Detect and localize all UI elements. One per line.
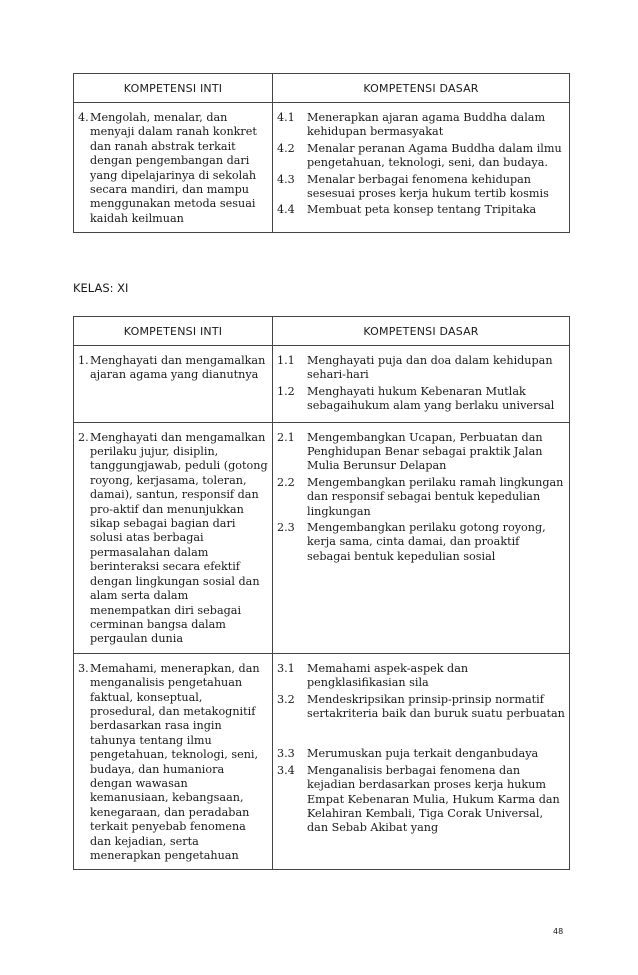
ki-text: Menghayati dan mengamalkan ajaran agama yang dianutnya <box>90 354 266 382</box>
header-kompetensi-dasar: KOMPETENSI DASAR <box>273 74 570 103</box>
kd-item: 3.3 Merumuskan puja terkait denganbudaya <box>277 747 539 761</box>
kd-item: 3.2 Mendeskripsikan prinsip-prinsip normatif sertakriteria baik dan buruk suatu perbuatan <box>277 692 565 720</box>
table-row <box>74 653 570 870</box>
ki-number: 4. <box>78 111 89 124</box>
ki-text: Mengolah, menalar, dan menyaji dalam ranah konkret dan ranah abstrak terkait dengan pengembangan dari yang dipelajarinya di sekolah secara mandiri, dan mampu menggunakan metoda sesuai kaidah keilmuan <box>90 111 257 225</box>
ki-cell <box>74 346 273 423</box>
competency-table-2 <box>73 316 570 870</box>
table-row <box>74 422 570 653</box>
kd-cell <box>273 653 570 870</box>
header-kompetensi-inti: KOMPETENSI INTI <box>74 74 273 103</box>
header-kompetensi-inti: KOMPETENSI INTI <box>74 317 273 346</box>
ki-cell <box>74 103 273 233</box>
kd-item: 1.1 Menghayati puja dan doa dalam kehidupan sehari-hari <box>277 354 553 382</box>
kd-item: 4.3 Menalar berbagai fenomena kehidupan sesesuai proses kerja hukum tertib kosmis <box>277 172 549 201</box>
ki-cell <box>74 422 273 653</box>
ki-number: 3. <box>78 661 89 675</box>
kd-item: 3.4 Menganalisis berbagai fenomena dan kejadian berdasarkan proses kerja hukum Empat Kebenaran Mulia, Hukum Karma dan Kelahiran Kembali, Tiga Corak Universal, dan Sebab Akibat yang <box>277 763 560 835</box>
ki-number: 1. <box>78 354 89 367</box>
kd-cell <box>273 422 570 653</box>
competency-table-1 <box>73 73 570 233</box>
ki-text: Menghayati dan mengamalkan perilaku jujur, disiplin, tanggungjawab, peduli (gotong royong, kerjasama, toleran, damai), santun, responsif dan pro-aktif dan menunjukkan sikap sebagai bagian dari solusi atas berbagai permasalahan dalam berinteraksi secara efektif dengan lingkungan sosial dan alam serta dalam menempatkan diri sebagai cerminan bangsa dalam pergaulan dunia <box>90 430 268 646</box>
table-row <box>74 346 570 423</box>
kd-cell <box>273 103 570 233</box>
kd-item: 4.1 Menerapkan ajaran agama Buddha dalam kehidupan bermasyakat <box>277 111 546 139</box>
header-kompetensi-dasar: KOMPETENSI DASAR <box>273 317 570 346</box>
kelas-label: KELAS: XI <box>73 281 129 295</box>
table-row <box>74 103 570 233</box>
page-number: 48 <box>553 927 564 936</box>
ki-number: 2. <box>78 430 89 444</box>
kd-item: 4.2 Menalar peranan Agama Buddha dalam ilmu pengetahuan, teknologi, seni, dan budaya. <box>277 141 562 170</box>
kd-item: 2.1 Mengembangkan Ucapan, Perbuatan dan Penghidupan Benar sebagai praktik Jalan Mulia Berunsur Delapan <box>277 430 543 473</box>
kd-item: 1.2 Menghayati hukum Kebenaran Mutlak sebagaihukum alam yang berlaku universal <box>277 384 555 413</box>
ki-text: Memahami, menerapkan, dan menganalisis pengetahuan faktual, konseptual, prosedural, dan metakognitif berdasarkan rasa ingin tahunya tentang ilmu pengetahuan, teknologi, seni, budaya, dan humaniora dengan wawasan kemanusiaan, kebangsaan, kenegaraan, dan peradaban terkait penyebab fenomena dan kejadian, serta menerapkan pengetahuan <box>90 661 260 862</box>
kd-item: 2.2 Mengembangkan perilaku ramah lingkungan dan responsif sebagai bentuk kepedulian lingkungan <box>277 475 564 518</box>
kd-cell <box>273 346 570 423</box>
kd-item: 2.3 Mengembangkan perilaku gotong royong, kerja sama, cinta damai, dan proaktif sebagai bentuk kepedulian sosial <box>277 521 546 563</box>
ki-cell <box>74 653 273 870</box>
kd-item: 4.4 Membuat peta konsep tentang Tripitaka <box>277 203 537 217</box>
kd-item: 3.1 Memahami aspek-aspek dan pengklasifikasian sila <box>277 661 469 690</box>
